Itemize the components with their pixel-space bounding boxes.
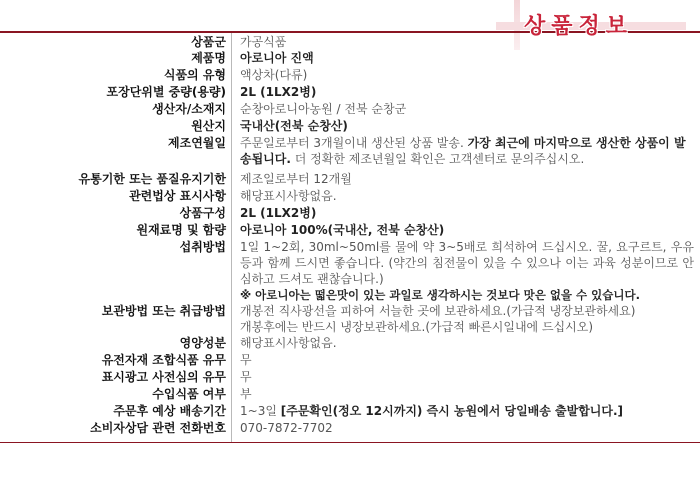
row-value: 아로니아 진액 [240, 51, 314, 65]
row-label: 유통기한 또는 품질유지기한 [0, 171, 232, 188]
table-row [0, 420, 700, 437]
product-info-table [0, 33, 700, 443]
row-value: 무 [240, 370, 252, 384]
row-label: 소비자상담 관련 전화번호 [0, 420, 232, 437]
row-label: 상품군 [0, 33, 232, 50]
row-label: 상품구성 [0, 205, 232, 222]
row-label: 표시광고 사전심의 유무 [0, 369, 232, 386]
row-label: 원산지 [0, 118, 232, 135]
table-row [0, 84, 700, 101]
spacer-cell [0, 437, 232, 443]
table-row [0, 101, 700, 118]
value-line: 개봉후에는 반드시 냉장보관하세요.(가급적 빠른시일내에 드십시오) [240, 320, 594, 334]
table-row [0, 335, 700, 352]
row-value: 2L (1LX2병) [240, 85, 317, 99]
row-label: 제조연월일 [0, 135, 232, 171]
section-title: 상품정보 [524, 14, 634, 39]
value-text: 1~3일 [240, 404, 281, 418]
row-value: 가공식품 [240, 35, 287, 49]
table-row [0, 403, 700, 420]
row-value: 아로니아 100%(국내산, 전북 순창산) [240, 223, 445, 237]
value-text: 1일 1~2회, 30ml~50ml를 물에 약 3~5배로 희석하여 드십시오. 꿀, 요구르트, 우유 등과 함께 드시면 좋습니다. (약간의 침전물이 있을 수 있으나 이는 과육 성분이므로 안심하고 드셔도 괜찮습니다.) [240, 240, 694, 286]
table-row [0, 222, 700, 239]
row-value: 070-7872-7702 [240, 421, 333, 435]
table-row [0, 118, 700, 135]
row-value: 해당표시사항없음. [240, 336, 337, 350]
value-text: 더 정확한 제조년월일 확인은 고객센터로 문의주십시오. [290, 152, 585, 166]
row-label: 유전자재 조합식품 유무 [0, 352, 232, 369]
row-value [232, 135, 700, 171]
row-value [232, 403, 700, 420]
table-row [0, 205, 700, 222]
row-label: 영양성분 [0, 335, 232, 352]
row-value: 해당표시사항없음. [240, 189, 337, 203]
header [0, 0, 700, 39]
value-line: 개봉전 직사광선을 피하여 서늘한 곳에 보관하세요.(가급적 냉장보관하세요) [240, 304, 636, 318]
value-emphasis: ※ 아로니아는 떫은맛이 있는 과일로 생각하시는 것보다 맛은 없을 수 있습니다. [240, 288, 640, 302]
table-row [0, 386, 700, 403]
table-row [0, 369, 700, 386]
row-value: 2L (1LX2병) [240, 206, 317, 220]
row-label: 주문후 예상 배송기간 [0, 403, 232, 420]
table-bottom-rule [0, 437, 700, 443]
table-row [0, 135, 700, 171]
value-text: 주문일로부터 3개월이내 생산된 상품 발송. [240, 136, 468, 150]
row-label: 생산자/소재지 [0, 101, 232, 118]
row-label: 관련법상 표시사항 [0, 188, 232, 205]
table-row [0, 171, 700, 188]
table-row [0, 352, 700, 369]
table-row [0, 33, 700, 50]
row-label: 식품의 유형 [0, 67, 232, 84]
table-row [0, 188, 700, 205]
row-label: 섭취방법 [0, 239, 232, 303]
row-label: 수입식품 여부 [0, 386, 232, 403]
row-value: 순창아로니아농원 / 전북 순창군 [240, 102, 407, 116]
row-value [232, 239, 700, 303]
row-label: 제품명 [0, 50, 232, 67]
table-row [0, 239, 700, 303]
row-value: 무 [240, 353, 252, 367]
spacer-cell [232, 437, 700, 443]
value-emphasis: [주문확인(정오 12시까지) 즉시 농원에서 당일배송 출발합니다.] [280, 404, 624, 418]
row-value: 부 [240, 387, 252, 401]
row-value: 국내산(전북 순창산) [240, 119, 348, 133]
row-label: 보관방법 또는 취급방법 [0, 303, 232, 335]
table-row [0, 303, 700, 335]
row-label: 원재료명 및 함량 [0, 222, 232, 239]
row-value: 액상차(다류) [240, 68, 308, 82]
value-emphasis: 가장 최근에 마지막으로 생산한 상품이 발송됩니다. [240, 136, 686, 166]
table-row [0, 50, 700, 67]
row-label: 포장단위별 중량(용량) [0, 84, 232, 101]
row-value: 제조일로부터 12개월 [240, 172, 352, 186]
table-row [0, 67, 700, 84]
row-value [232, 303, 700, 335]
